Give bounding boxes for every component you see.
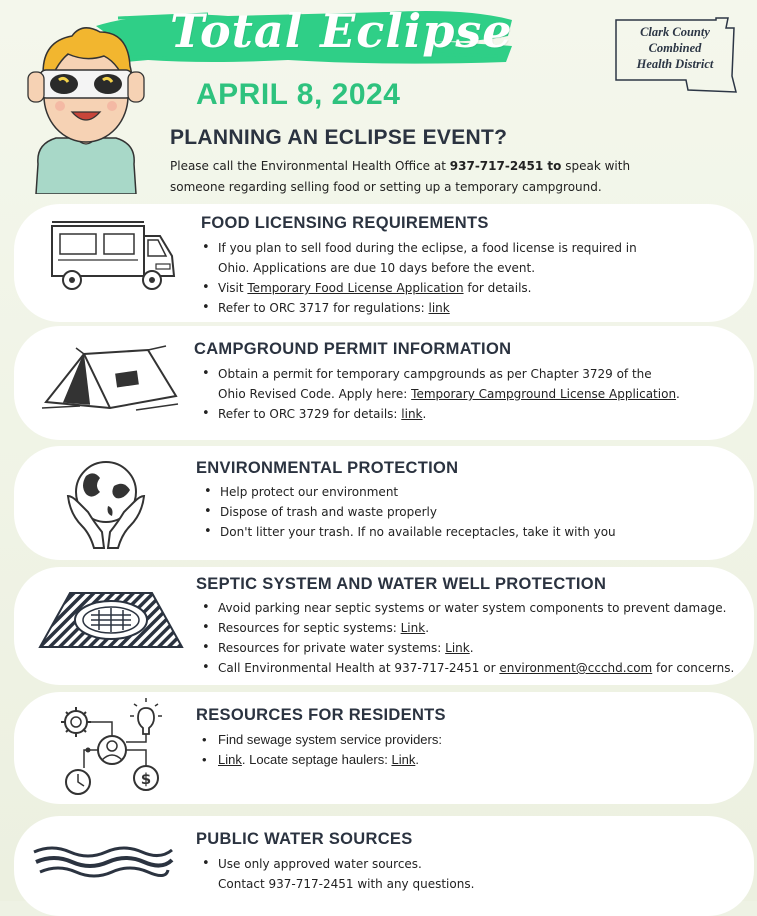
sewage-providers-link[interactable]: Link	[218, 752, 242, 767]
intro-phone: 937-717-2451	[449, 159, 544, 173]
event-date: APRIL 8, 2024	[196, 78, 401, 111]
list-item: • Obtain a permit for temporary campgrounds as per Chapter 3729 of the	[200, 364, 680, 384]
list-item: • Help protect our environment	[202, 482, 616, 502]
list-item: Contact 937-717-2451 with any questions.	[218, 877, 475, 891]
water-waves-icon	[32, 842, 174, 882]
planning-heading: PLANNING AN ECLIPSE EVENT?	[170, 126, 508, 149]
list-item: • Use only approved water sources.	[200, 854, 474, 874]
private-water-systems-link[interactable]: Link	[445, 641, 470, 655]
list-item: • Find sewage system service providers:	[200, 730, 442, 750]
residents-section-title: RESOURCES FOR RESIDENTS	[196, 706, 446, 724]
child-eclipse-glasses-icon	[16, 14, 156, 194]
water-sources-list	[200, 854, 474, 894]
campground-license-application-link[interactable]: Temporary Campground License Application	[411, 387, 677, 401]
septic-tank-icon	[36, 589, 186, 651]
list-item: • Visit Temporary Food License Application for details.	[200, 278, 637, 298]
county-health-district-name: Clark County Combined Health District	[636, 25, 714, 71]
environment-email-link[interactable]: environment@ccchd.com	[499, 661, 653, 675]
svg-text:$: $	[140, 770, 152, 788]
environmental-protection-section	[14, 446, 754, 560]
list-item: • Dispose of trash and waste properly	[202, 502, 616, 522]
orc-3729-link[interactable]: link	[401, 407, 423, 421]
environment-section-title: ENVIRONMENTAL PROTECTION	[196, 459, 459, 477]
campground-permit-list	[200, 364, 680, 424]
tent-icon	[40, 344, 180, 416]
list-item: • Refer to ORC 3729 for details: link.	[200, 404, 680, 424]
septic-water-well-section	[14, 567, 754, 685]
orc-3717-link[interactable]: link	[428, 301, 450, 315]
list-item: • If you plan to sell food during the eclipse, a food license is required in	[200, 238, 637, 258]
list-item: • Link. Locate septage haulers: Link.	[200, 750, 442, 770]
globe-hands-icon	[64, 456, 148, 550]
septage-haulers-link[interactable]: Link	[391, 752, 416, 767]
food-requirements-list	[200, 238, 637, 318]
list-item: • Don't litter your trash. If no available receptacles, take it with you	[202, 522, 616, 542]
campground-section-title: CAMPGROUND PERMIT INFORMATION	[194, 340, 512, 358]
list-item: • Call Environmental Health at 937-717-2451 or environment@ccchd.com for concerns.	[200, 658, 734, 678]
water-section-title: PUBLIC WATER SOURCES	[196, 830, 413, 848]
list-item: • Resources for private water systems: Link.	[200, 638, 734, 658]
list-item: • Avoid parking near septic systems or water system components to prevent damage.	[200, 598, 734, 618]
environment-tips-list	[202, 482, 616, 542]
list-item: • Refer to ORC 3717 for regulations: link	[200, 298, 637, 318]
list-item: Ohio Revised Code. Apply here: Temporary Campground License Application.	[218, 387, 680, 401]
network-resources-icon	[54, 696, 170, 800]
septic-resources-list	[200, 598, 734, 678]
list-item: Ohio. Applications are due 10 days before the event.	[218, 261, 536, 275]
event-title: Total Eclipse	[170, 4, 513, 58]
food-truck-icon	[48, 216, 178, 294]
planning-intro-text: Please call the Environmental Health Office at 937-717-2451 to speak with someone regarding selling food or setting up a temporary campground.	[170, 159, 631, 194]
residents-resources-list	[200, 730, 442, 770]
food-licensing-section	[14, 204, 754, 322]
food-license-application-link[interactable]: Temporary Food License Application	[247, 281, 464, 295]
food-section-title: FOOD LICENSING REQUIREMENTS	[201, 214, 489, 232]
list-item: • Resources for septic systems: Link.	[200, 618, 734, 638]
public-water-sources-section	[14, 816, 754, 916]
septic-section-title: SEPTIC SYSTEM AND WATER WELL PROTECTION	[196, 575, 607, 593]
resources-for-residents-section	[14, 692, 754, 804]
septic-systems-link[interactable]: Link	[400, 621, 426, 635]
campground-permit-section	[14, 326, 754, 440]
